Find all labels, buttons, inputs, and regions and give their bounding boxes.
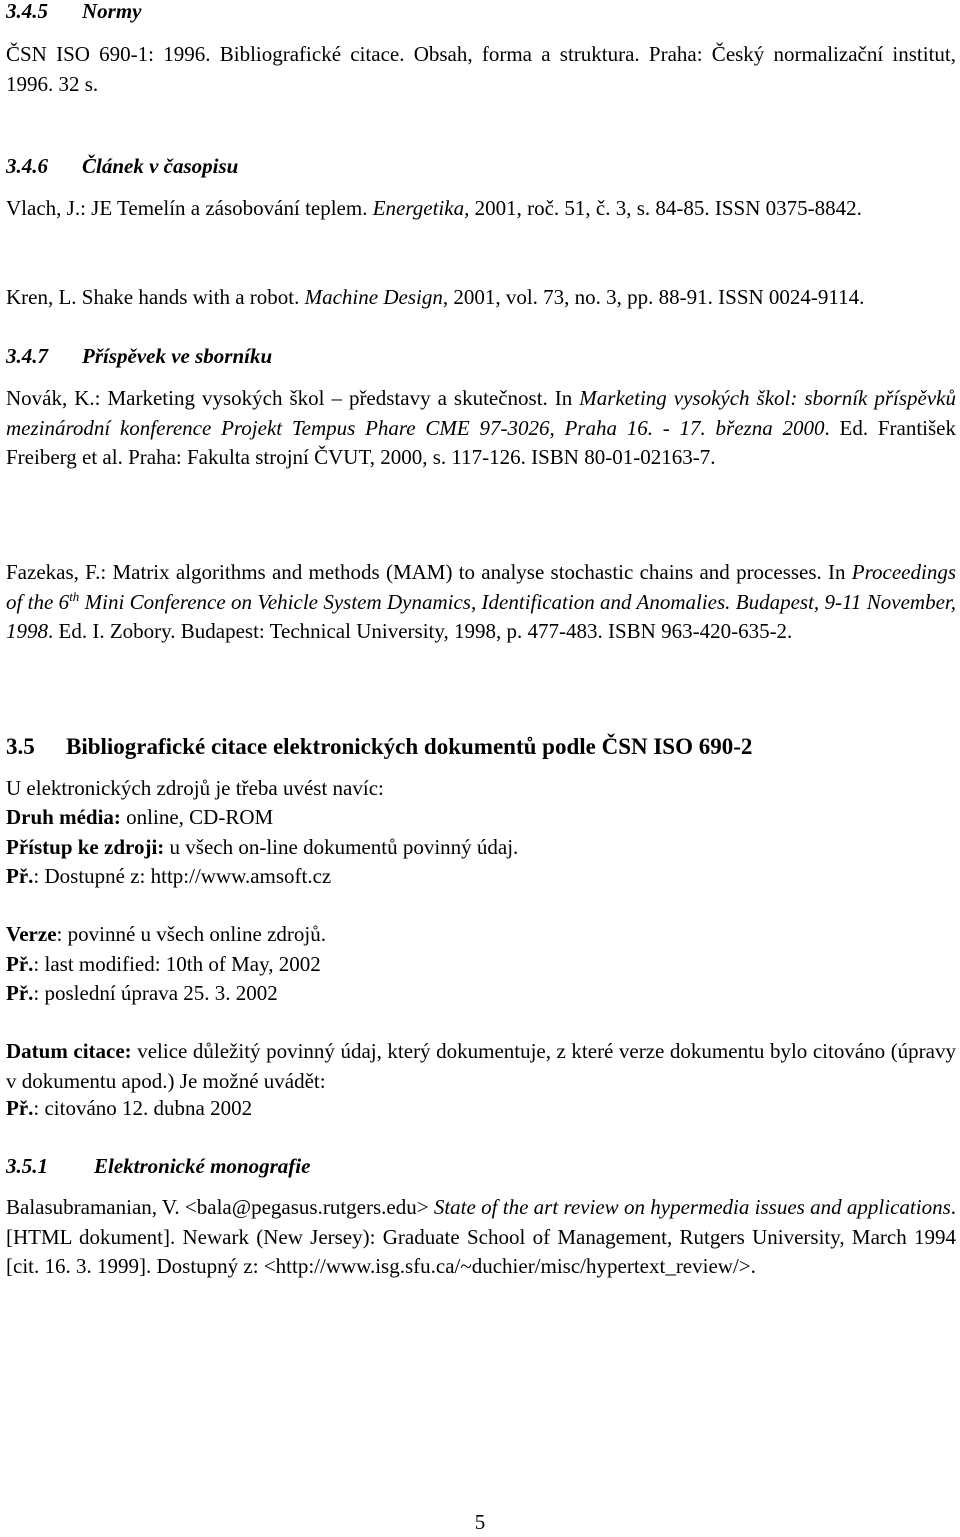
section-heading-3-4-5 (6, 0, 956, 27)
reference-balasubramanian: Balasubramanian, V. <bala@pegasus.rutgers.edu> State of the art review on hypermedia issues and applications. [HTML dokument]. Newark (New Jersey): Graduate School of Management, Rutgers University, March 1994 [cit. 16. 3. 1999]. Dostupný z: <http://www.isg.sfu.ca/~duchier/misc/hypertext_review/>. (6, 1195, 956, 1278)
section-title: Článek v časopisu (82, 154, 239, 178)
pristup-line: Přístup ke zdroji: u všech on-line dokumentů povinný údaj. (6, 835, 519, 859)
section-heading-3-5-1 (6, 1152, 956, 1182)
section-number: 3.4.5 (6, 0, 48, 23)
section-title: Normy (82, 0, 142, 23)
reference-csn-iso: ČSN ISO 690-1: 1996. Bibliografické citace. Obsah, forma a struktura. Praha: Český normalizační institut, 1996. 32 s. (6, 42, 956, 96)
datum-citace-paragraph: Datum citace: velice důležitý povinný údaj, který dokumentuje, z které verze dokumentu bylo citováno (úpravy v dokumentu apod.) Je možné uvádět: (6, 1039, 956, 1093)
reference-fazekas: Fazekas, F.: Matrix algorithms and methods (MAM) to analyse stochastic chains and processes. In Proceedings of the 6th Mini Conference on Vehicle System Dynamics, Identification and Anomalies. Budapest, 9-11 November, 1998. Ed. I. Zobory. Budapest: Technical University, 1998, p. 477-483. ISBN 963-420-635-2. (6, 560, 957, 643)
section-number: 3.5 (6, 734, 35, 759)
section-heading-3-5 (6, 732, 956, 762)
example-line-3: Př.: poslední úprava 25. 3. 2002 (6, 981, 278, 1005)
reference-novak: Novák, K.: Marketing vysokých škol – představy a skutečnost. In Marketing vysokých škol: sborník příspěvků mezinárodní konference Projekt Tempus Phare CME 97-3026, Praha 16. - 17. března 2000. Ed. František Freiberg et al. Praha: Fakulta strojní ČVUT, 2000, s. 117-126. ISBN 80-01-02163-7. (6, 386, 957, 469)
section-title: Bibliografické citace elektronických dokumentů podle ČSN ISO 690-2 (66, 734, 753, 759)
section-title: Příspěvek ve sborníku (82, 344, 273, 368)
section-title: Elektronické monografie (94, 1154, 311, 1178)
example-line-4: Př.: citováno 12. dubna 2002 (6, 1096, 253, 1120)
reference-kren: Kren, L. Shake hands with a robot. Machine Design, 2001, vol. 73, no. 3, pp. 88-91. ISSN 0024-9114. (6, 285, 865, 309)
verze-line: Verze: povinné u všech online zdrojů. (6, 922, 326, 946)
example-line-1: Př.: Dostupné z: http://www.amsoft.cz (6, 864, 332, 888)
example-line-2: Př.: last modified: 10th of May, 2002 (6, 952, 321, 976)
electronic-intro: U elektronických zdrojů je třeba uvést navíc: (6, 776, 384, 800)
section-number: 3.4.7 (6, 344, 48, 368)
section-number: 3.5.1 (6, 1154, 48, 1178)
page-number: 5 (474, 1510, 486, 1534)
section-number: 3.4.6 (6, 154, 48, 178)
section-heading-3-4-6 (6, 152, 956, 182)
druh-media-line: Druh média: online, CD-ROM (6, 805, 274, 829)
section-heading-3-4-7 (6, 342, 956, 372)
reference-vlach: Vlach, J.: JE Temelín a zásobování teplem. Energetika, 2001, roč. 51, č. 3, s. 84-85. ISSN 0375-8842. (6, 196, 862, 220)
